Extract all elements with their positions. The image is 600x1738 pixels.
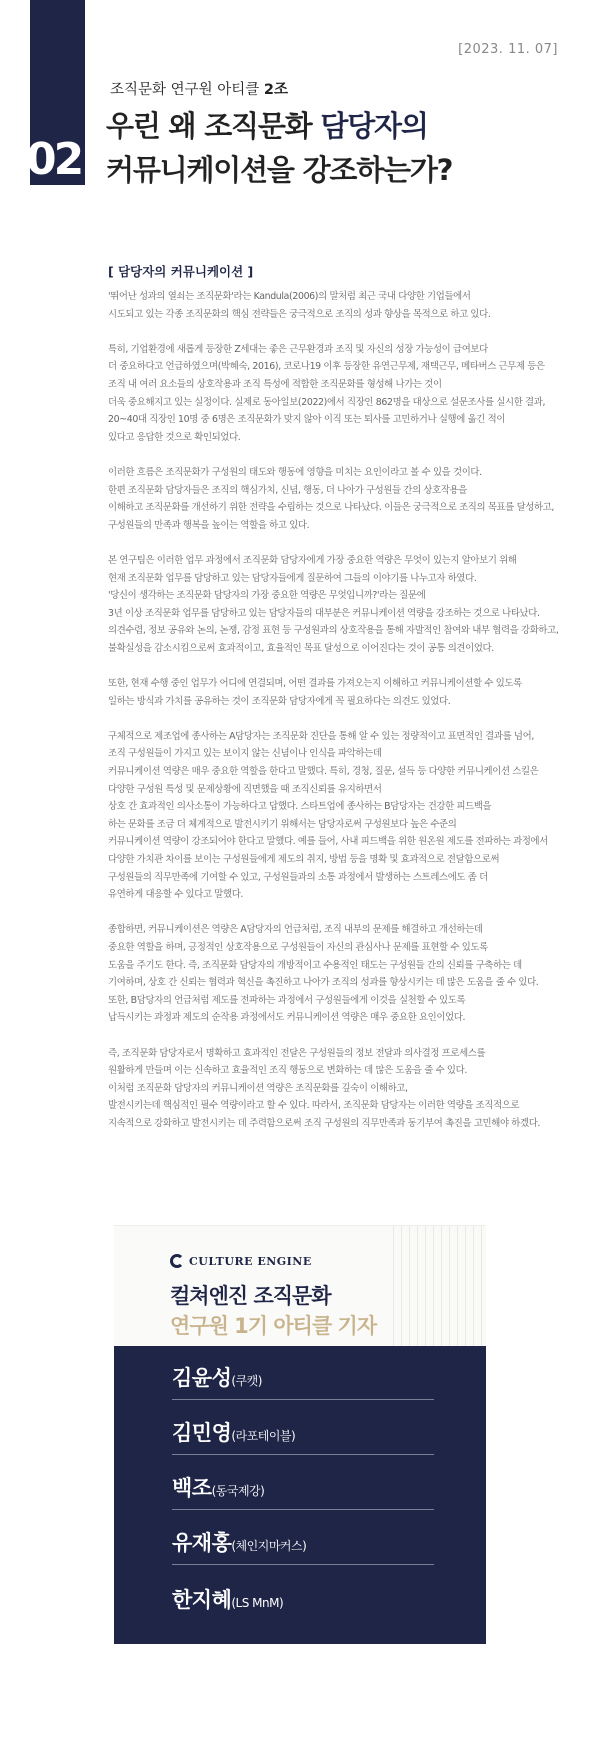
article-line: 다양한 구성원 특성 및 문제상황에 직면했을 때 조직신뢰를 유지하면서 — [108, 783, 382, 795]
article-line: 시도되고 있는 각종 조직문화의 핵심 전략들은 궁극적으로 조직의 성과 향상을 목적으로 하고 있다. — [108, 308, 491, 320]
section-heading: [ 담당자의 커뮤니케이션 ] — [108, 264, 254, 279]
decorative-stripes — [386, 1226, 486, 1346]
article-line: 커뮤니케이션 역량이 강조되어야 한다고 말했다. 예를 들어, 사내 피드백을 위한 원온원 제도를 전파하는 과정에서 — [108, 836, 548, 848]
article-line: '뛰어난 성과의 열쇠는 조직문화'라는 Kandula(2006)의 말처럼 최근 국내 다양한 기업들에서 — [108, 291, 471, 302]
article-paragraph — [108, 1045, 570, 1133]
article-line: 이해하고 조직문화를 개선하기 위한 전략을 수립하는 것으로 나타났다. 이들은 궁극적으로 조직의 목표를 달성하고, — [108, 502, 555, 514]
article-line: 조직 내 여러 요소들의 상호작용과 조직 특성에 적합한 조직문화를 형성해 나가는 것이 — [108, 378, 442, 390]
article-subtitle: 조직문화 연구원 아티클 2조 — [110, 82, 289, 98]
article-line: 종합하면, 커뮤니케이션은 역량은 A담당자의 언급처럼, 조직 내부의 문제를 해결하고 개선하는데 — [108, 924, 483, 936]
author-item: 한지혜(LS MnM) — [172, 1588, 284, 1612]
article-line: 3년 이상 조직문화 업무를 담당하고 있는 담당자들의 대부분은 커뮤니케이션 역량을 강조하는 것으로 나타났다. — [108, 607, 540, 619]
article-line: 유연하게 대응할 수 있다고 말했다. — [108, 889, 244, 901]
article-line: 구체적으로 제조업에 종사하는 A담당자는 조직문화 진단을 통해 알 수 있는 정량적이고 표면적인 결과를 넘어, — [108, 730, 534, 742]
article-paragraph — [108, 675, 570, 710]
article-line: 이처럼 조직문화 담당자의 커뮤니케이션 역량은 조직문화를 깊숙이 이해하고, — [108, 1082, 408, 1094]
article-number: 02 — [26, 134, 82, 185]
author-list — [114, 1346, 486, 1644]
article-paragraph — [108, 288, 570, 323]
article-paragraph — [108, 464, 570, 534]
culture-engine-logo-icon — [170, 1254, 184, 1268]
article-paragraph — [108, 921, 570, 1027]
article-line: 중요한 역할을 하며, 긍정적인 상호작용으로 구성원들이 자신의 관심사나 문제를 표현할 수 있도록 — [108, 941, 488, 953]
article-line: 발전시키는데 핵심적인 필수 역량이라고 할 수 있다. 따라서, 조직문화 담당자는 이러한 역량을 조직적으로 — [108, 1100, 520, 1112]
article-line: 납득시키는 과정과 제도의 순작용 과정에서도 커뮤니케이션 역량은 매우 중요한 요인이었다. — [108, 1012, 466, 1024]
article-line: 하는 문화를 조금 더 체계적으로 발전시키기 위해서는 담당자로써 구성원보다 높은 수준의 — [108, 818, 457, 830]
article-line: 다양한 가치관 차이를 보이는 구성원들에게 제도의 취지, 방법 등을 명확 및 효과적으로 전달함으로써 — [108, 854, 500, 865]
article-line: 불확실성을 감소시킴으로써 효과적이고, 효율적인 목표 달성으로 이어진다는 것이 공통 의견이었다. — [108, 642, 494, 654]
article-paragraph — [108, 341, 570, 447]
article-line: 현재 조직문화 업무를 담당하고 있는 담당자들에게 질문하여 그들의 이야기를 나누고자 하였다. — [108, 572, 477, 584]
article-line: 일하는 방식과 가치를 공유하는 것이 조직문화 담당자에게 꼭 필요하다는 의견도 있었다. — [108, 695, 451, 707]
author-card-header — [114, 1225, 486, 1346]
article-line: 이러한 흐름은 조직문화가 구성원의 태도와 행동에 영향을 미치는 요인이라고 볼 수 있을 것이다. — [108, 466, 482, 478]
article-line: 지속적으로 강화하고 발전시키는 데 주력함으로써 조직 구성원의 직무만족과 동기부여 촉진을 고민해야 하겠다. — [108, 1117, 541, 1129]
author-item: 유재홍(체인지마커스) — [172, 1511, 434, 1565]
article-paragraph — [108, 728, 570, 904]
article-line: 20~40대 직장인 10명 중 6명은 조직문화가 맞지 않아 이직 또는 퇴사를 고민하거나 실행에 옮긴 적이 — [108, 414, 506, 426]
culture-engine-logo: CULTURE ENGINE — [170, 1254, 312, 1268]
article-line: 더 중요하다고 언급하였으며(박혜숙, 2016), 코로나19 이후 등장한 유연근무제, 재택근무, 메타버스 근무제 등은 — [108, 361, 545, 373]
article-line: 상호 간 효과적인 의사소통이 가능하다고 답했다. 스타트업에 종사하는 B담당자는 건강한 피드백을 — [108, 801, 492, 813]
article-line: 도움을 주기도 한다. 즉, 조직문화 담당자의 개방적이고 수용적인 태도는 구성원들 간의 신뢰를 구축하는 데 — [108, 959, 522, 971]
article-line: 또한, 현재 수행 중인 업무가 어디에 연결되며, 어떤 결과를 가져오는지 이해하고 커뮤니케이션할 수 있도록 — [108, 678, 522, 690]
article-line: 특히, 기업환경에 새롭게 등장한 Z세대는 좋은 근무환경과 조직 및 자신의 성장 가능성이 급여보다 — [108, 343, 488, 355]
card-title-line1: 컬쳐엔진 조직문화 — [170, 1284, 331, 1308]
article-line: 기여하며, 상호 간 신뢰는 협력과 혁신을 촉진하고 나아가 조직의 성과를 향상시키는 데 많은 도움을 줄 수 있다. — [108, 977, 539, 989]
article-line: 구성원들의 만족과 행복을 높이는 역할을 하고 있다. — [108, 519, 310, 531]
author-item: 백조(동국제강) — [172, 1456, 434, 1510]
article-line: 조직 구성원들이 가지고 있는 보이지 않는 신념이나 인식을 파악하는데 — [108, 748, 382, 760]
author-item: 김민영(라포테이블) — [172, 1401, 434, 1455]
article-line: 의견수렴, 정보 공유와 논의, 논쟁, 감정 표현 등 구성원과의 상호작용을 통해 자발적인 참여와 내부 협력을 강화하고, — [108, 625, 559, 637]
article-line: 커뮤니케이션 역량은 매우 중요한 역할을 한다고 말했다. 특히, 경청, 질문, 설득 등 다양한 커뮤니케이션 스킬은 — [108, 766, 539, 778]
article-line: 더욱 중요해지고 있는 실정이다. 실제로 동아일보(2022)에서 직장인 862명을 대상으로 설문조사를 실시한 결과, — [108, 396, 546, 408]
article-line: 즉, 조직문화 담당자로서 명확하고 효과적인 전달은 구성원들의 정보 전달과 의사결정 프로세스를 — [108, 1047, 486, 1059]
article-line: 원활하게 만들며 이는 신속하고 효율적인 조직 행동으로 변화하는 데 많은 도움을 줄 수 있다. — [108, 1065, 467, 1077]
author-card — [114, 1225, 486, 1643]
card-title-line2: 연구원 1기 아티클 기자 — [170, 1314, 377, 1338]
article-line: 한편 조직문화 담당자들은 조직의 핵심가치, 신념, 행동, 더 나아가 구성원들 간의 상호작용을 — [108, 484, 467, 496]
article-paragraph — [108, 552, 570, 658]
article-line: 있다고 응답한 것으로 확인되었다. — [108, 431, 241, 443]
article-body — [108, 288, 570, 1150]
author-item: 김윤성(쿠캣) — [172, 1346, 434, 1400]
article-line: 또한, B담당자의 언급처럼 제도를 전파하는 과정에서 구성원들에게 이것을 실천할 수 있도록 — [108, 994, 466, 1006]
article-title: 우린 왜 조직문화 담당자의 커뮤니케이션을 강조하는가? — [106, 109, 453, 187]
article-date: [2023. 11. 07] — [458, 42, 558, 57]
article-line: '당신이 생각하는 조직문화 담당자의 가장 중요한 역량은 무엇입니까?'라는 질문에 — [108, 590, 426, 602]
article-line: 구성원들의 직무만족에 기여할 수 있고, 구성원들과의 소통 과정에서 발생하는 스트레스에도 좀 더 — [108, 871, 488, 883]
article-line: 본 연구팀은 이러한 업무 과정에서 조직문화 담당자에게 가장 중요한 역량은 무엇이 있는지 알아보기 위해 — [108, 554, 517, 566]
